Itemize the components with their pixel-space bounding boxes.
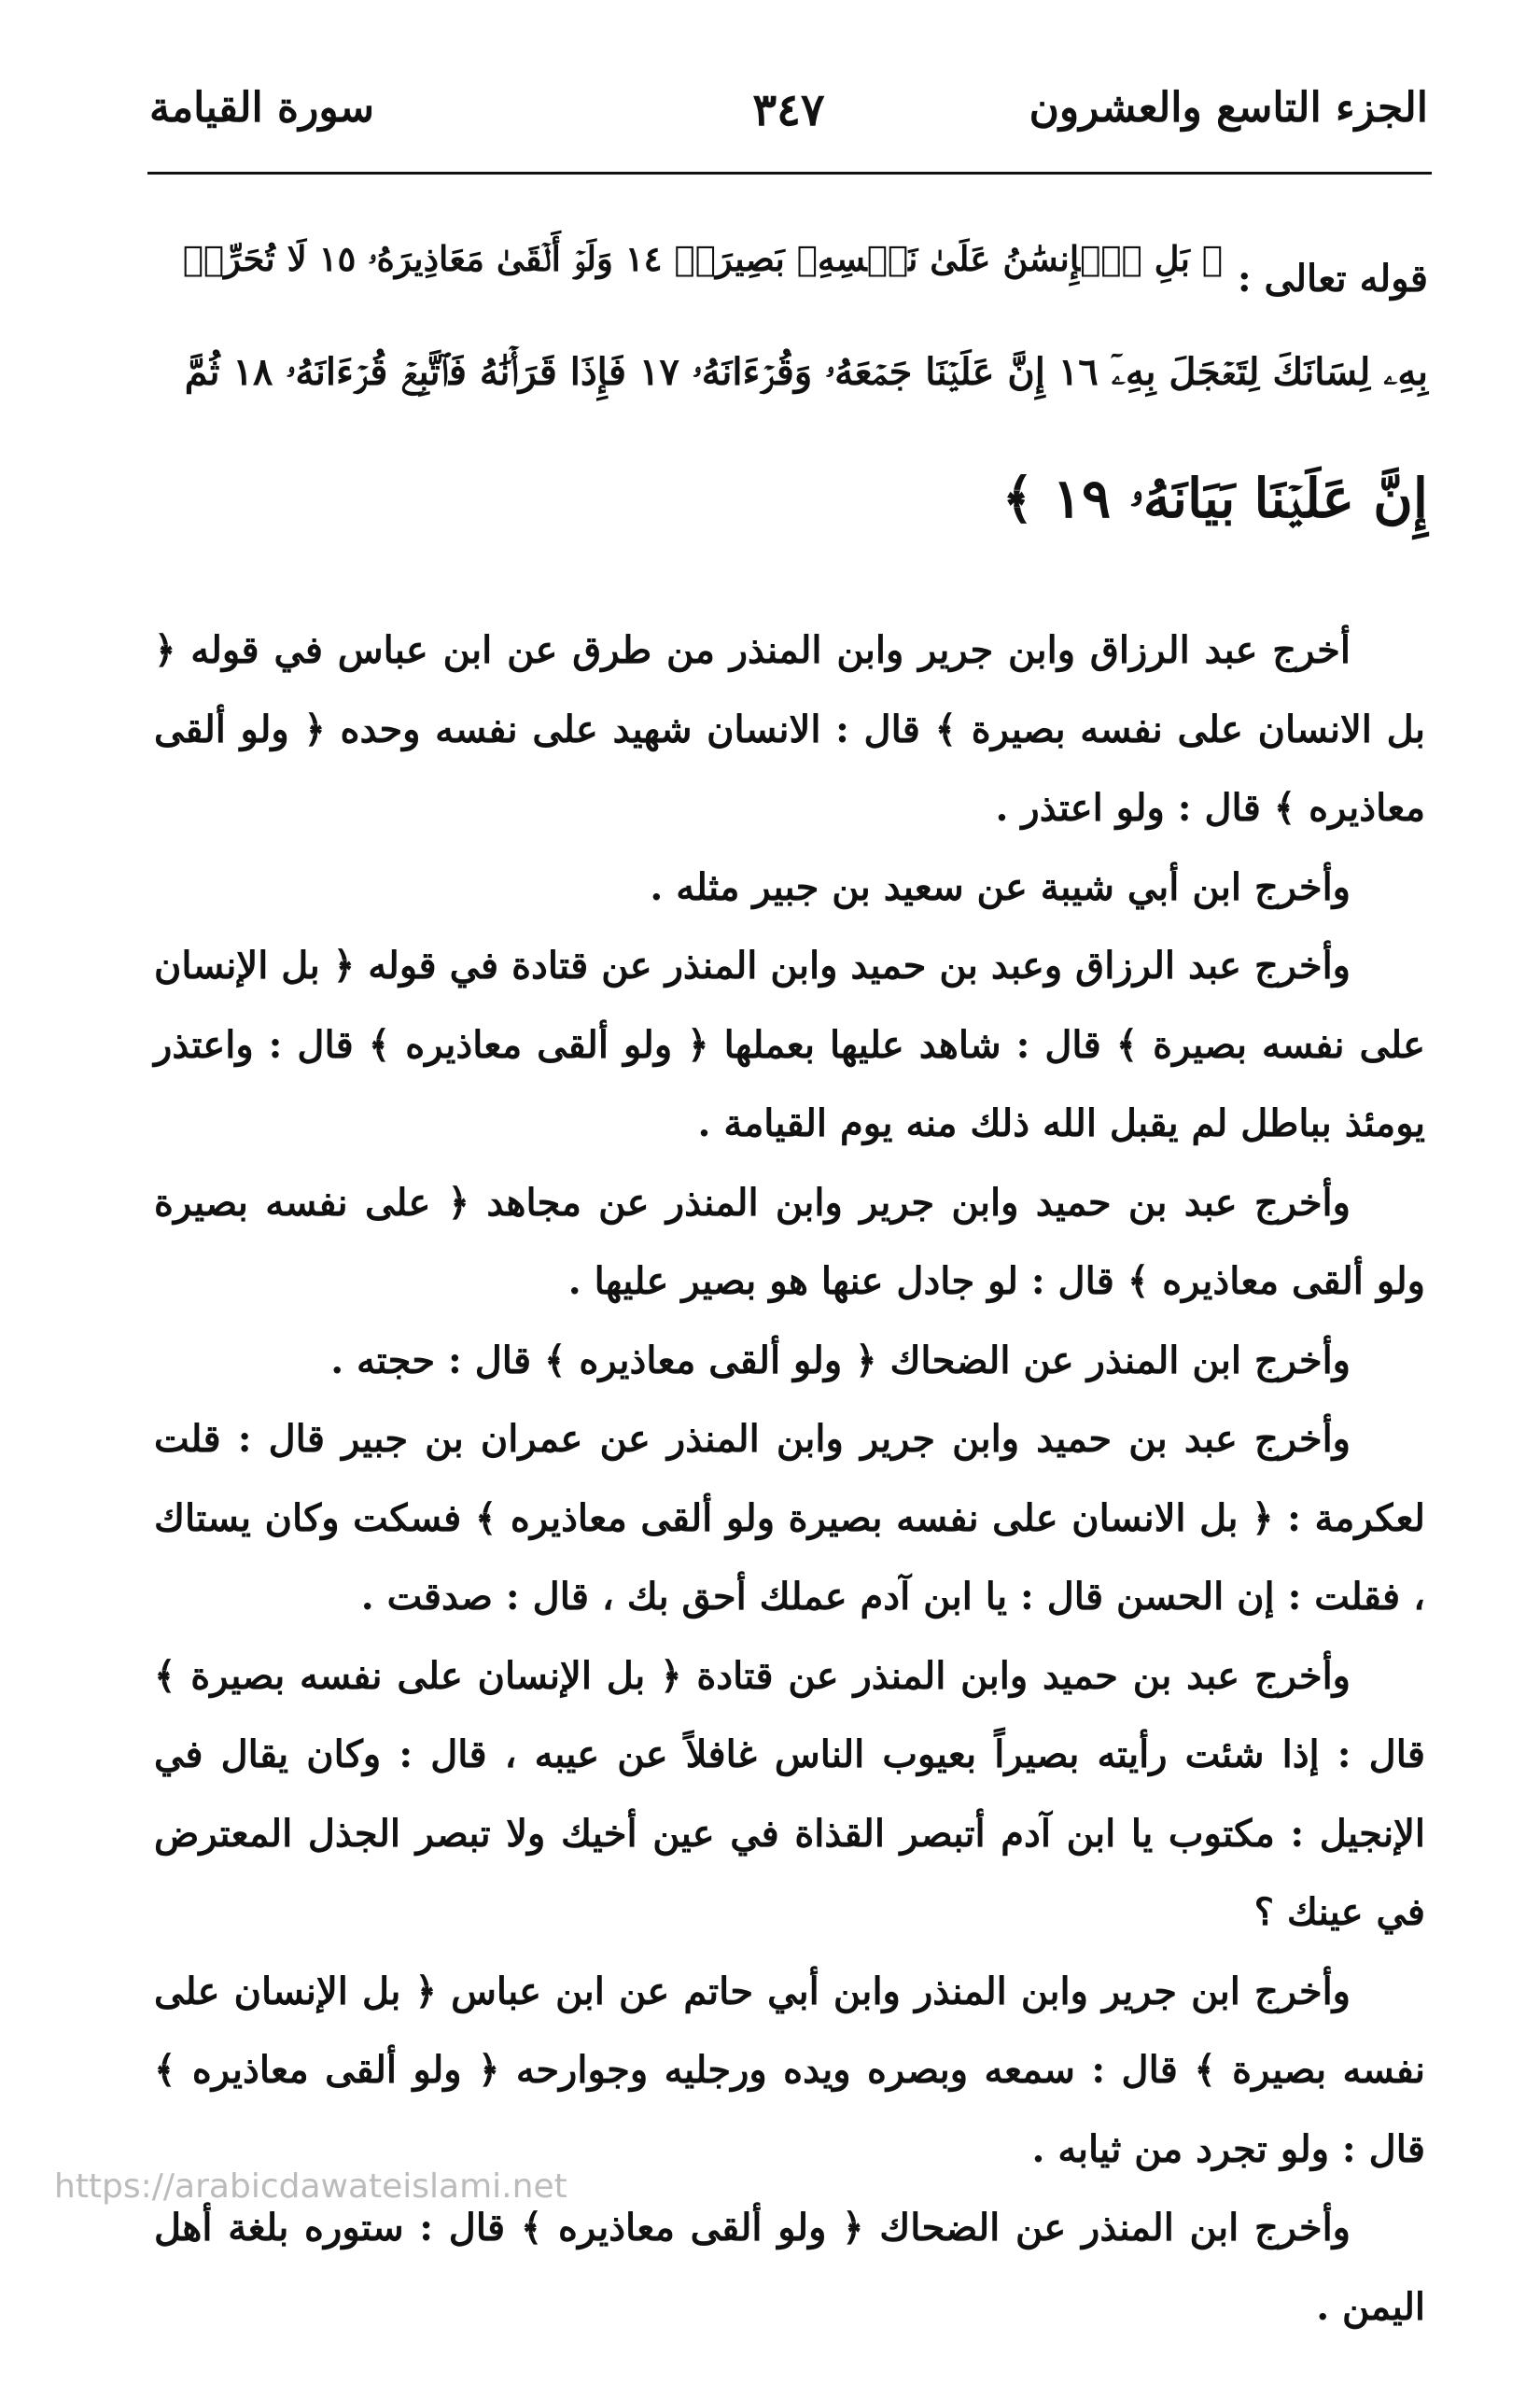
page-number: ٣٤٧	[752, 84, 825, 136]
verse-line-2: بِهِۦ لِسَانَكَ لِتَعۡجَلَ بِهِۦٓ ١٦ إِنَّ عَلَيۡنَا جَمۡعَهُۥ وَقُرۡءَانَهُۥ ١٧ فَإِذَا قَرَأۡنَٰهُ فَٱتَّبِعۡ قُرۡءَانَهُۥ ١٨ ثُمَّ	[184, 350, 1428, 394]
header-divider	[147, 172, 1432, 175]
paragraph: وأخرج ابن المنذر عن الضحاك ﴿ ولو ألقى معاذيره ﴾ قال : حجته .	[330, 1338, 1351, 1382]
juz-title: الجزء التاسع والعشرون	[1029, 84, 1428, 132]
paragraph: وأخرج عبد الرزاق وعبد بن حميد وابن المنذر عن قتادة في قوله ﴿ بل الإنسان على نفسه بصيرة ﴾ قال : شاهد عليها بعملها ﴿ ولو ألقى معاذيره ﴾ قال : واعتذر يومئذ بباطل لم يقبل الله ذلك منه يوم القيامة .	[154, 944, 1425, 1145]
paragraph: وأخرج عبد بن حميد وابن جرير وابن المنذر عن عمران بن جبير قال : قلت لعكرمة : ﴿ بل الانسان على نفسه بصيرة ولو ألقى معاذيره ﴾ فسكت وكان يستاك ، فقلت : إن الحسن قال : يا ابن آدم عملك أحق بك ، قال : صدقت .	[154, 1417, 1425, 1619]
surah-title: سورة القيامة	[149, 84, 374, 132]
verse-line-3: إِنَّ عَلَيۡنَا بَيَانَهُۥ ١٩ ﴾	[1001, 467, 1428, 530]
source-watermark: https://arabicdawateislami.net	[54, 2167, 567, 2206]
paragraph: وأخرج ابن المنذر عن الضحاك ﴿ ولو ألقى معاذيره ﴾ قال : ستوره بلغة أهل اليمن .	[154, 2206, 1425, 2329]
paragraph: وأخرج عبد بن حميد وابن جرير وابن المنذر عن مجاهد ﴿ على نفسه بصيرة ولو ألقى معاذيره ﴾ قال : لو جادل عنها هو بصير عليها .	[154, 1180, 1425, 1303]
paragraph: أخرج عبد الرزاق وابن جرير وابن المنذر من طرق عن ابن عباس في قوله ﴿ بل الانسان على نفسه بصيرة ﴾ قال : الانسان شهيد على نفسه وحده ﴿ ولو ألقى معاذيره ﴾ قال : ولو اعتذر .	[154, 628, 1425, 830]
paragraph: وأخرج ابن أبي شيبة عن سعيد بن جبير مثله .	[650, 864, 1351, 909]
paragraph: وأخرج ابن جرير وابن المنذر وابن أبي حاتم عن ابن عباس ﴿ بل الإنسان على نفسه بصيرة ﴾ قال : سمعه وبصره ويده ورجليه وجوارحه ﴿ ولو ألقى معاذيره ﴾ قال : ولو تجرد من ثيابه .	[154, 1969, 1426, 2171]
quran-verses	[157, 238, 1428, 583]
verse-intro: قوله تعالى :	[1237, 257, 1428, 301]
commentary-text	[154, 611, 1425, 2347]
verse-line-1: ﴿ بَلِ ٱلۡإِنسَٰنُ عَلَىٰ نَفۡسِهِۦ بَصِيرَةٞ ١٤ وَلَوۡ أَلۡقَىٰ مَعَاذِيرَهُۥ ١٥ لَا تُحَرِّكۡ	[182, 238, 1223, 279]
paragraph: وأخرج عبد بن حميد وابن المنذر عن قتادة ﴿ بل الإنسان على نفسه بصيرة ﴾ قال : إذا شئت رأيته بصيراً بعيوب الناس غافلاً عن عيبه ، قال : وكان يقال في الإنجيل : مكتوب يا ابن آدم أتبصر القذاة في عين أخيك ولا تبصر الجذل المعترض في عينك ؟	[154, 1653, 1425, 1934]
page-header	[149, 84, 1428, 159]
